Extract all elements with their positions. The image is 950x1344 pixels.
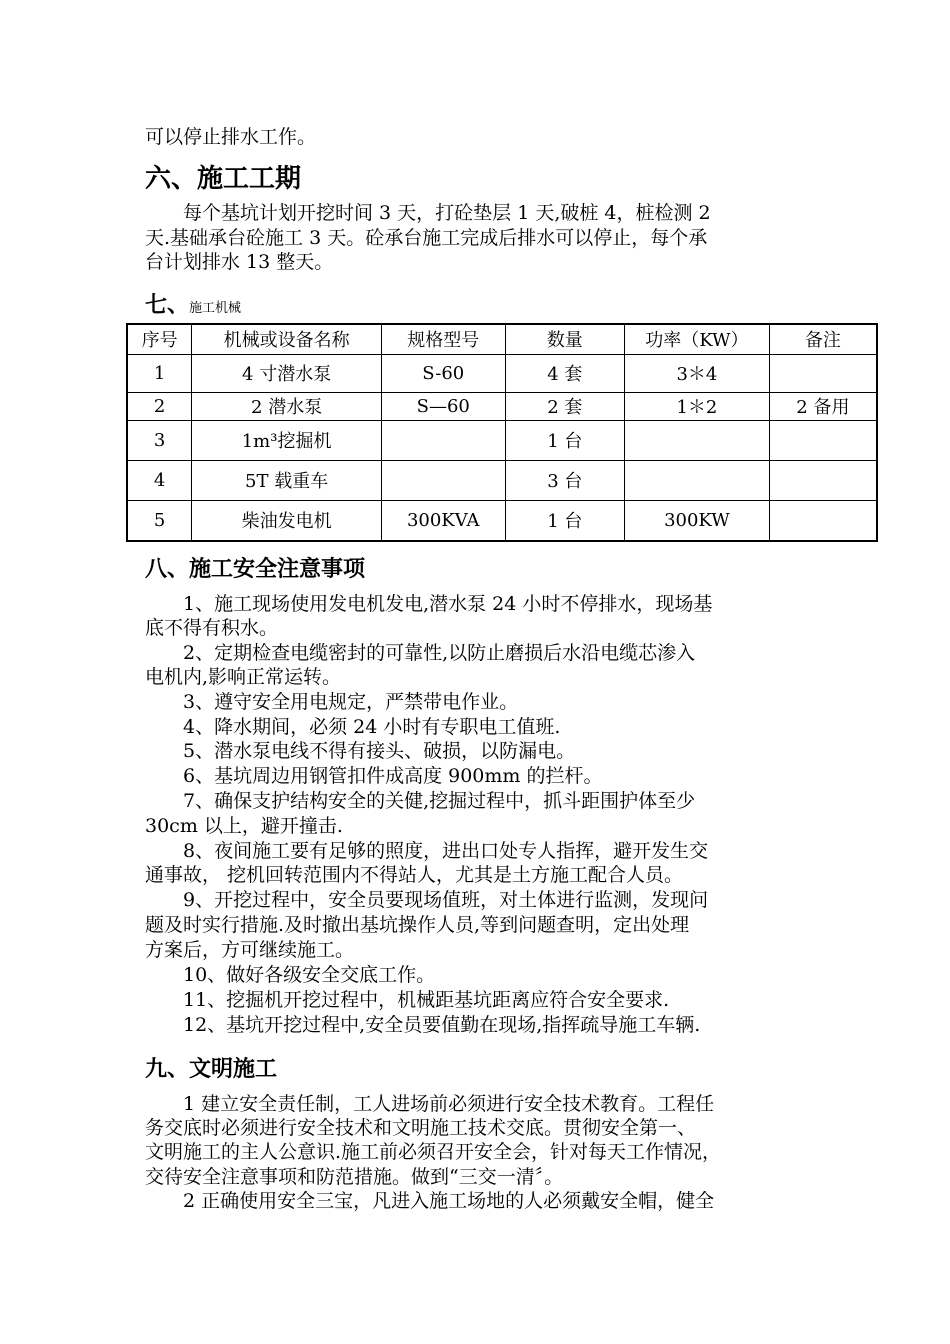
paragraph-line: 电机内,影响正常运转。	[145, 666, 342, 688]
table-cell	[381, 460, 505, 500]
table-header: 功率（KW）	[625, 324, 770, 354]
table-cell: 1	[127, 354, 192, 392]
table-cell: 4 寸潜水泵	[192, 354, 382, 392]
paragraph-line: 题及时实行措施.及时撤出基坑操作人员,等到问题查明，定出处理	[145, 914, 690, 936]
section-6-heading: 六、施工工期	[145, 164, 302, 194]
paragraph-line: 文明施工的主人公意识.施工前必须召开安全会，针对每天工作情况，	[145, 1141, 722, 1163]
paragraph-line: 可以停止排水工作。	[145, 126, 317, 148]
table-cell: 300KW	[625, 500, 770, 541]
table-cell: 1m³挖掘机	[192, 420, 382, 460]
table-header: 数量	[505, 324, 624, 354]
table-header-row	[127, 324, 877, 354]
paragraph-line: 4、降水期间，必须 24 小时有专职电工值班.	[145, 716, 561, 738]
table-cell: 3	[127, 420, 192, 460]
table-cell: S—60	[381, 392, 505, 420]
paragraph-line: 务交底时必须进行安全技术和文明施工技术交底。贯彻安全第一、	[145, 1117, 697, 1139]
paragraph-line: 7、确保支护结构安全的关健,挖掘过程中，抓斗距围护体至少	[145, 790, 696, 812]
table-cell: 2 套	[505, 392, 624, 420]
table-cell: 4	[127, 460, 192, 500]
section-7-heading	[145, 288, 241, 319]
table-cell: 5	[127, 500, 192, 541]
section-7-number: 七、	[145, 293, 190, 318]
table-row	[127, 392, 877, 420]
table-cell: 1＊2	[625, 392, 770, 420]
paragraph-line: 9、开挖过程中，安全员要现场值班，对土体进行监测，发现问	[145, 889, 709, 911]
table-row	[127, 420, 877, 460]
paragraph-line: 3、遵守安全用电规定，严禁带电作业。	[145, 691, 519, 713]
paragraph-line: 10、做好各级安全交底工作。	[145, 964, 436, 986]
paragraph-line: 天.基础承台砼施工 3 天。砼承台施工完成后排水可以停止，每个承	[145, 227, 708, 249]
paragraph-line: 2 正确使用安全三宝，凡进入施工场地的人必须戴安全帽，健全	[145, 1190, 715, 1212]
table-cell: 4 套	[505, 354, 624, 392]
table-row	[127, 354, 877, 392]
paragraph-line: 8、夜间施工要有足够的照度，进出口处专人指挥，避开发生交	[145, 840, 709, 862]
table-cell: 2 备用	[769, 392, 877, 420]
table-cell	[625, 460, 770, 500]
table-cell	[625, 420, 770, 460]
table-cell: S-60	[381, 354, 505, 392]
table-cell: 3 台	[505, 460, 624, 500]
paragraph-line: 底不得有积水。	[145, 617, 279, 639]
paragraph-line: 方案后，方可继续施工。	[145, 939, 355, 961]
section-8-heading: 八、施工安全注意事项	[145, 557, 366, 582]
table-header: 备注	[769, 324, 877, 354]
table-cell: 5T 载重车	[192, 460, 382, 500]
paragraph-line: 每个基坑计划开挖时间 3 天，打砼垫层 1 天,破桩 4，桩检测 2	[145, 202, 711, 224]
table-row	[127, 500, 877, 541]
table-cell: 300KVA	[381, 500, 505, 541]
paragraph-line: 1、施工现场使用发电机发电,潜水泵 24 小时不停排水，现场基	[145, 593, 713, 615]
section-7-title: 施工机械	[189, 301, 242, 316]
paragraph-line: 5、潜水泵电线不得有接头、破损，以防漏电。	[145, 740, 576, 762]
table-cell	[769, 354, 877, 392]
table-header: 序号	[127, 324, 192, 354]
table-header: 机械或设备名称	[192, 324, 382, 354]
table-cell	[769, 500, 877, 541]
paragraph-line: 台计划排水 13 整天。	[145, 251, 334, 273]
table-cell	[769, 460, 877, 500]
section-9-heading: 九、文明施工	[145, 1057, 278, 1082]
table-header: 规格型号	[381, 324, 505, 354]
paragraph-line: 2、定期检查电缆密封的可靠性,以防止磨损后水沿电缆芯渗入	[145, 642, 696, 664]
paragraph-line: 6、基坑周边用钢管扣件成高度 900mm 的拦杆。	[145, 765, 603, 787]
table-cell	[769, 420, 877, 460]
table-cell	[381, 420, 505, 460]
table-cell: 3＊4	[625, 354, 770, 392]
paragraph-line: 12、基坑开挖过程中,安全员要值勤在现场,指挥疏导施工车辆.	[145, 1014, 701, 1036]
paragraph-line: 通事故， 挖机回转范围内不得站人，尤其是土方施工配合人员。	[145, 864, 684, 886]
table-cell: 柴油发电机	[192, 500, 382, 541]
table-cell: 1 台	[505, 500, 624, 541]
table-cell: 1 台	[505, 420, 624, 460]
table-row	[127, 460, 877, 500]
paragraph-line: 30cm 以上，避开撞击.	[145, 815, 343, 837]
table-cell: 2 潜水泵	[192, 392, 382, 420]
paragraph-line: 交待安全注意事项和防范措施。做到“三交一清〞。	[145, 1166, 564, 1188]
machinery-table	[126, 323, 878, 542]
paragraph-line: 1 建立安全责任制，工人进场前必须进行安全技术教育。工程任	[145, 1093, 715, 1115]
paragraph-line: 11、挖掘机开挖过程中，机械距基坑距离应符合安全要求.	[145, 989, 670, 1011]
table-cell: 2	[127, 392, 192, 420]
